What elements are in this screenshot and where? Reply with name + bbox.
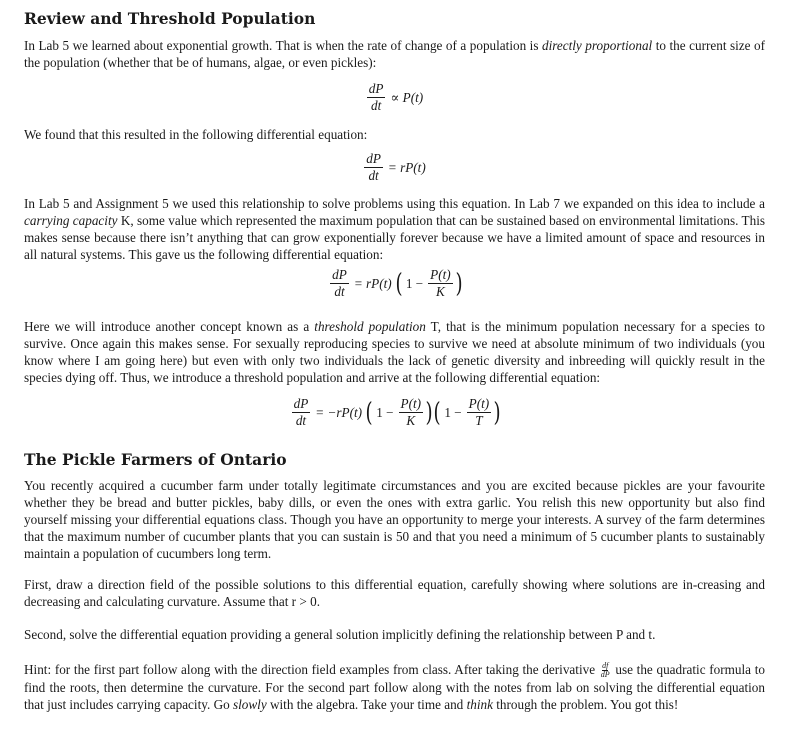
paragraph-resulting-equation: We found that this resulted in the following differential equation: bbox=[24, 127, 368, 142]
paragraph-carrying-capacity: In Lab 5 and Assignment 5 we used this relationship to solve problems using this equation. In Lab 7 we expanded on this idea to include a carrying capacity K, some value which represented the maximum population that can be sustained based on environmental limitations. This makes sense because there isn’t anything that can grow exponentially forever because we have a limited amount of space and resources in all natural systems. This gave us the following differential equation: bbox=[24, 196, 765, 262]
paragraph-direction-field: First, draw a direction field of the possible solutions to this differential equation, carefully showing where solutions are in-creasing and decreasing and calculating curvature. Assume that r > 0. bbox=[24, 577, 765, 609]
paragraph-cucumber-farm: You recently acquired a cucumber farm under totally legitimate circumstances and you are excited because pickles are your favourite whether they be bread and butter pickles, baby dills, or even the ones with extra garlic. You relish this new opportunity but also find yourself missing your differential equations class. Though you have an opportunity to merge your interests. A survey of the farm determines that the maximum number of cucumber plants that you can sustain is 50 and that you need a minimum of 5 cucumber plants to sustainably maintain a population of cucumbers long term. bbox=[24, 478, 765, 561]
paragraph-threshold-population: Here we will introduce another concept known as a threshold population T, that is the minimum population necessary for a species to survive. Once again this makes sense. For sexually reproducing species to survive we need at absolute minimum of two individuals (you know where I am going here) but even with only two individuals the lack of genetic diversity and inbreeding will quickly result in the species dying off. Thus, we introduce a threshold population and arrive at the following differential equation: bbox=[24, 319, 765, 385]
paragraph-hint: Hint: for the first part follow along with the direction field examples from class. After taking the derivative $\frac{df}{dP}$ use the quadratic formula to find the roots, then determine the curvature. For the second part follow along with the notes from lab on solving the differential equation that just includes carrying capacity. Go slowly with the algebra. Take your time and think through the problem. You got this! bbox=[24, 661, 765, 713]
paragraph-general-solution: Second, solve the differential equation providing a general solution implicitly defining the relationship between P and t. bbox=[24, 627, 656, 642]
derivative-fraction: $\frac{dP}{dt}$ bbox=[366, 151, 381, 183]
threshold-fraction: $\frac{P(t)}{T}$ bbox=[468, 396, 490, 428]
equation-exponential: $\frac{dP}{dt}$ = rP(t) bbox=[366, 151, 426, 183]
derivative-fraction: $\frac{dP}{dt}$ bbox=[368, 81, 384, 113]
section-heading-review: Review and Threshold Population bbox=[24, 9, 316, 28]
section-heading-pickle-farmers: The Pickle Farmers of Ontario bbox=[24, 450, 287, 469]
derivative-fraction: $\frac{dP}{dt}$ bbox=[293, 396, 309, 428]
equation-proportional: $\frac{dP}{dt}$ ∝ P(t) bbox=[368, 81, 424, 113]
capacity-fraction: $\frac{P(t)}{K}$ bbox=[430, 267, 451, 299]
equation-threshold: $\frac{dP}{dt}$ = −rP(t) ( 1 − $\frac{P(t)}{K}$ ) ( 1 − $\frac{P(t)}{T}$ ) bbox=[293, 396, 501, 428]
derivative-df-dp: $\frac{df}{dP}$ bbox=[600, 661, 610, 680]
paragraph-exponential-growth: In Lab 5 we learned about exponential growth. That is when the rate of change of a population is directly proportional to the current size of the population (whether that be of humans, algae, or even pickles): bbox=[24, 38, 765, 70]
equation-logistic: $\frac{dP}{dt}$ = rP(t) ( 1 − $\frac{P(t)}{K}$ ) bbox=[332, 267, 463, 299]
derivative-fraction: $\frac{dP}{dt}$ bbox=[332, 267, 347, 299]
capacity-fraction: $\frac{P(t)}{K}$ bbox=[400, 396, 422, 428]
